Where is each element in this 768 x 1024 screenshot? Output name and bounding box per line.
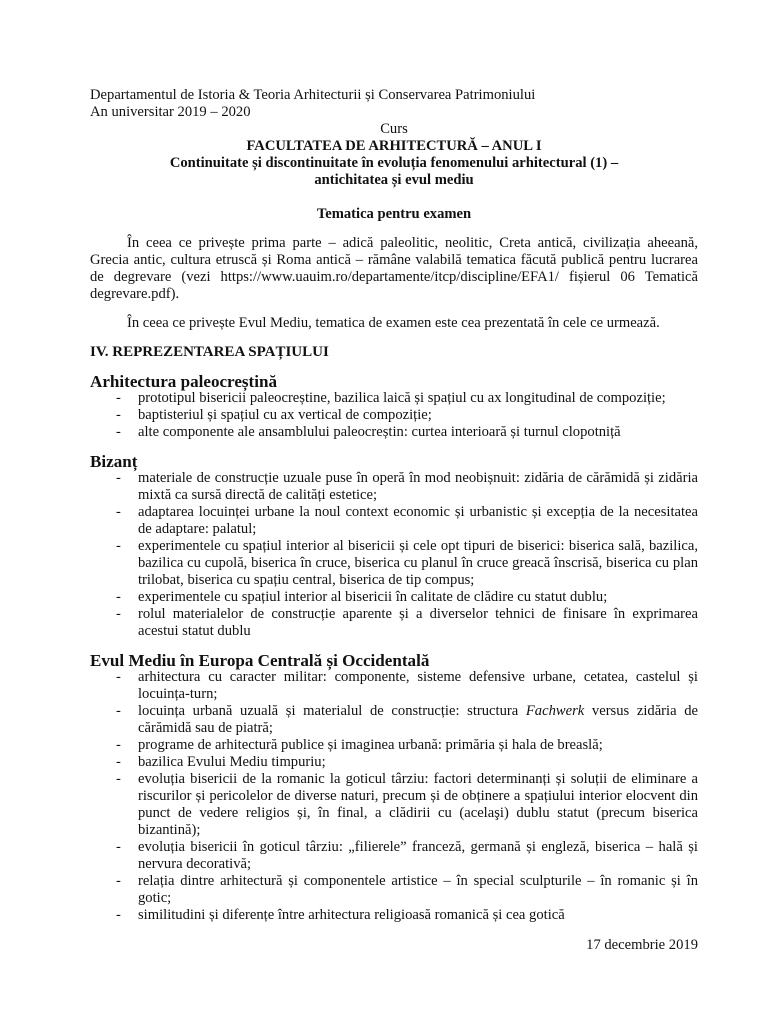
list-item-text: experimentele cu spațiul interior al bisericii și cele opt tipuri de biserici: biserica sală, bazilica, bazilica cu cupolă, biserica în cruce, biserica cu planul în cruce greacă înscrisă, biserica cu plan trilobat, biserica cu spațiu central, biserica de tip compus; bbox=[138, 538, 698, 588]
topic-list-evul-mediu bbox=[90, 669, 698, 924]
list-item-text: arhitectura cu caracter militar: componente, sisteme defensive urbane, cetatea, castelul și locuința-turn; bbox=[138, 669, 698, 702]
list-item-text: similitudini și diferențe între arhitectura religioasă romanică și cea gotică bbox=[138, 907, 565, 923]
list-item bbox=[90, 873, 698, 907]
list-item bbox=[90, 407, 698, 424]
list-item-text: bazilica Evului Mediu timpuriu; bbox=[138, 754, 326, 770]
spacer bbox=[90, 441, 698, 453]
group-title-evul-mediu: Evul Mediu în Europa Centrală și Occidentală bbox=[90, 651, 430, 670]
list-item bbox=[90, 669, 698, 703]
document-content bbox=[90, 87, 698, 924]
dash-bullet: - bbox=[116, 669, 121, 685]
spacer bbox=[90, 223, 698, 235]
header-block bbox=[90, 87, 698, 121]
list-item bbox=[90, 737, 698, 754]
list-item bbox=[90, 470, 698, 504]
list-item-text: evoluția bisericii de la romanic la goticul târziu: factori determinanți și soluții de eliminare a riscurilor și pericolelor de diverse naturi, precum și de obținere a spațiului interior elocvent din punct de vedere religios și, în final, a clădirii cu (acelaşi) dublu statut (precum biserica bizantină); bbox=[138, 771, 698, 838]
dash-bullet: - bbox=[116, 771, 121, 787]
list-item bbox=[90, 424, 698, 441]
dash-bullet: - bbox=[116, 424, 121, 440]
list-item bbox=[90, 703, 698, 737]
list-item bbox=[90, 907, 698, 924]
italic-term: Fachwerk bbox=[525, 703, 585, 719]
academic-year: An universitar 2019 – 2020 bbox=[90, 104, 251, 120]
course-label: Curs bbox=[380, 121, 408, 137]
dash-bullet: - bbox=[116, 873, 121, 889]
list-item bbox=[90, 538, 698, 589]
spacer bbox=[90, 303, 698, 315]
dash-bullet: - bbox=[116, 470, 121, 486]
list-item-text: experimentele cu spațiul interior al bisericii în calitate de clădire cu statut dublu; bbox=[138, 589, 608, 605]
list-item-text: relația dintre arhitectură și componentele artistice – în special sculpturile – în romanic și în gotic; bbox=[138, 873, 698, 906]
dash-bullet: - bbox=[116, 407, 121, 423]
list-item bbox=[90, 754, 698, 771]
spacer bbox=[90, 332, 698, 344]
list-item-text: rolul materialelor de construcție aparente și a diverselor tehnici de finisare în exprimarea acestui statut dublu bbox=[138, 606, 698, 639]
intro-paragraph-1: În ceea ce privește prima parte – adică paleolitic, neolitic, Creta antică, civilizația aheeană, Grecia antic, cultura etruscă și Roma antică – rămâne valabilă tematica făcută publică pentru lucrarea de degrevare (vezi https://www.uauim.ro/departamente/itcp/discipline/EFA1/ fișierul 06 Tematică degrevare.pdf). bbox=[90, 235, 698, 302]
list-item-text: adaptarea locuinței urbane la noul context economic și urbanistic și excepția de la necesitatea de adaptare: palatul; bbox=[138, 504, 698, 537]
course-title-line-1: Continuitate și discontinuitate în evoluția fenomenului arhitectural (1) – bbox=[169, 155, 619, 171]
list-item-text: baptisteriul și spațiul cu ax vertical de compoziție; bbox=[138, 407, 432, 423]
list-item-text: materiale de construcție uzuale puse în operă în mod neobișnuit: zidăria de cărămidă și zidăria mixtă ca sursă directă de calități estetice; bbox=[138, 470, 698, 503]
topic-list-bizant bbox=[90, 470, 698, 640]
list-item-text: locuința urbană uzuală și materialul de construcție: structura bbox=[138, 703, 519, 719]
list-item-text-tail: versus zidăria de cărămidă sau de piatră; bbox=[138, 703, 699, 736]
dash-bullet: - bbox=[116, 754, 121, 770]
dash-bullet: - bbox=[116, 907, 121, 923]
list-item bbox=[90, 504, 698, 538]
group-title-paleocrestina: Arhitectura paleocreștină bbox=[90, 372, 278, 391]
dash-bullet: - bbox=[116, 390, 121, 406]
dash-bullet: - bbox=[116, 589, 121, 605]
list-item-text: alte componente ale ansamblului paleocreștin: curtea interioară și turnul clopotniță bbox=[138, 424, 621, 440]
dash-bullet: - bbox=[116, 737, 121, 753]
dash-bullet: - bbox=[116, 839, 121, 855]
group-title-bizant: Bizanț bbox=[90, 452, 138, 471]
section-title: IV. REPREZENTAREA SPAȚIULUI bbox=[90, 344, 329, 360]
list-item bbox=[90, 771, 698, 839]
list-item-text: prototipul bisericii paleocreștine, bazilica laică și spațiul cu ax longitudinal de compoziție; bbox=[138, 390, 666, 406]
dash-bullet: - bbox=[116, 606, 121, 622]
list-item bbox=[90, 390, 698, 407]
department-name: Departamentul de Istoria & Teoria Arhitecturii și Conservarea Patrimoniului bbox=[90, 87, 536, 103]
dash-bullet: - bbox=[116, 504, 121, 520]
list-item bbox=[90, 606, 698, 640]
topic-list-paleocrestina bbox=[90, 390, 698, 441]
list-item bbox=[90, 839, 698, 873]
list-item bbox=[90, 589, 698, 606]
intro-paragraph-2: În ceea ce privește Evul Mediu, tematica de examen este cea prezentată în cele ce urmează. bbox=[127, 315, 660, 331]
course-title-line-2: antichitatea și evul mediu bbox=[314, 172, 474, 188]
course-heading bbox=[90, 121, 698, 223]
list-item-text: evoluția bisericii în goticul târziu: „filierele” franceză, germană și engleză, biserica – hală și nervura decorativă; bbox=[138, 839, 698, 872]
dash-bullet: - bbox=[116, 703, 121, 719]
exam-subject-title: Tematica pentru examen bbox=[316, 206, 472, 222]
list-item-text: programe de arhitectură publice și imaginea urbană: primăria și hala de breaslă; bbox=[138, 737, 603, 753]
dash-bullet: - bbox=[116, 538, 121, 554]
document-date: 17 decembrie 2019 bbox=[586, 937, 698, 953]
faculty-title: FACULTATEA DE ARHITECTURĂ – ANUL I bbox=[246, 138, 542, 154]
